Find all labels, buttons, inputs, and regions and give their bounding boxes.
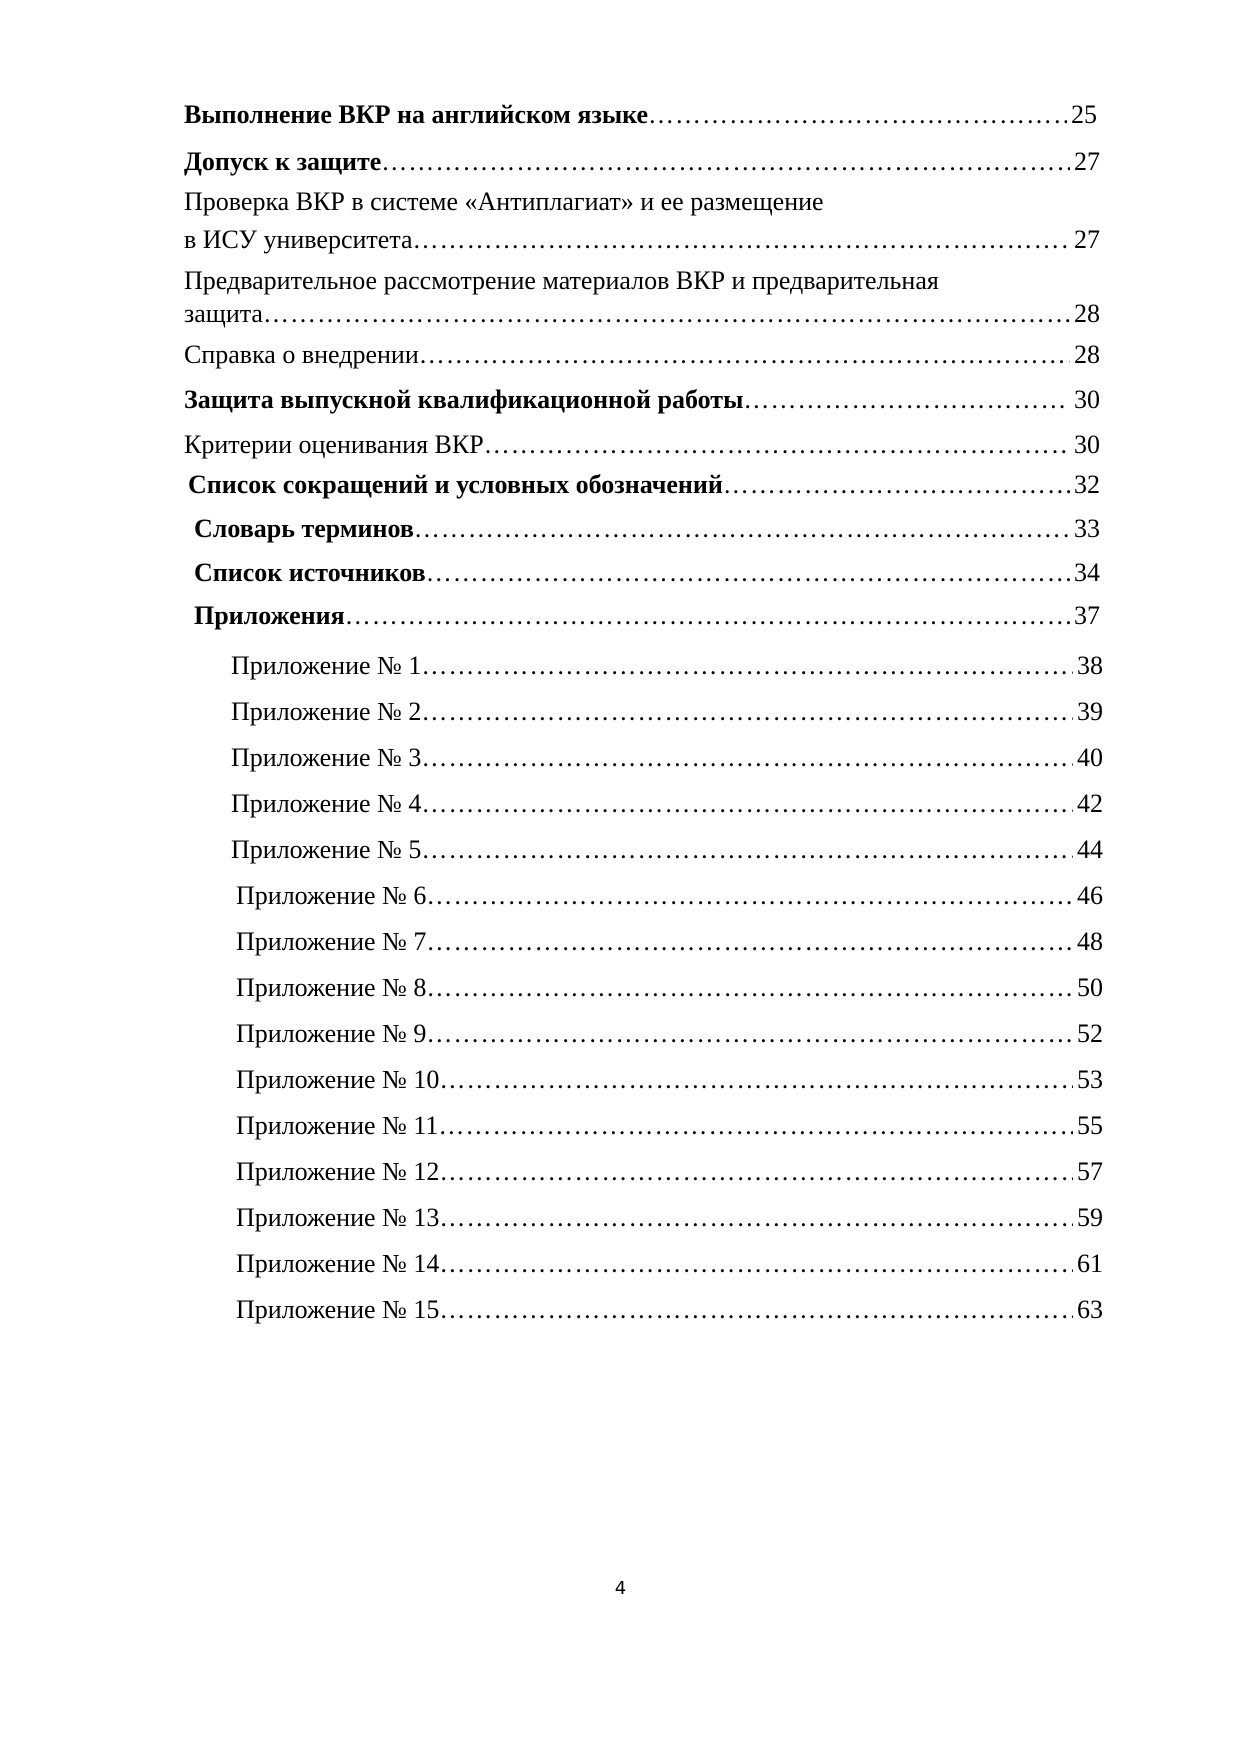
toc-appendix	[236, 1111, 1103, 1141]
toc-appendix-title: Приложение № 14	[236, 1249, 440, 1278]
leader-dots	[381, 147, 1070, 177]
leader-dots	[421, 651, 1073, 681]
toc-entry-page: 34	[1074, 558, 1100, 587]
toc-entry-title: Критерии оценивания ВКР	[184, 430, 484, 459]
toc-entry	[184, 340, 1100, 370]
toc-appendix-title: Приложение № 1	[231, 651, 422, 680]
toc-entry	[184, 430, 1100, 460]
toc-entry-title: Список сокращений и условных обозначений	[188, 470, 723, 499]
leader-dots	[426, 558, 1070, 588]
toc-appendix	[236, 1065, 1103, 1095]
toc-entry-page: 27	[1074, 225, 1100, 254]
toc-appendix	[231, 789, 1103, 819]
toc-appendix-page: 39	[1077, 697, 1103, 726]
toc-entry	[184, 147, 1100, 177]
toc-entry-title: Приложения	[194, 601, 345, 630]
toc-appendix-title: Приложение № 7	[236, 927, 427, 956]
toc-appendix	[236, 1019, 1103, 1049]
toc-appendix-title: Приложение № 15	[236, 1295, 440, 1324]
toc-entry-page: 27	[1074, 147, 1100, 176]
toc-appendix	[236, 927, 1103, 957]
leader-dots	[263, 299, 1070, 329]
toc-entry	[194, 514, 1100, 544]
toc-appendix-title: Приложение № 8	[236, 973, 427, 1002]
toc-appendix	[236, 1157, 1103, 1187]
leader-dots	[648, 100, 1067, 130]
toc-appendix	[236, 1295, 1103, 1325]
leader-dots	[413, 225, 1070, 255]
leader-dots	[345, 601, 1070, 631]
toc-entry	[188, 470, 1100, 500]
leader-dots	[484, 430, 1070, 460]
leader-dots	[419, 340, 1070, 370]
toc-appendix-page: 53	[1077, 1065, 1103, 1094]
toc-appendix-title: Приложение № 11	[236, 1111, 439, 1140]
toc-appendix-title: Приложение № 10	[236, 1065, 440, 1094]
toc-appendix-page: 48	[1077, 927, 1103, 956]
toc-appendix-title: Приложение № 5	[231, 835, 422, 864]
leader-dots	[439, 1065, 1073, 1095]
leader-dots	[421, 743, 1073, 773]
toc-entry-title: в ИСУ университета	[184, 225, 413, 254]
toc-entry-title: Справка о внедрении	[184, 340, 419, 369]
toc-entry-title: Список источников	[194, 558, 426, 587]
toc-entry-page: 30	[1074, 430, 1100, 459]
toc-appendix-page: 55	[1077, 1111, 1103, 1140]
toc-entry-page: 28	[1074, 299, 1100, 328]
toc-entry	[184, 225, 1100, 255]
leader-dots	[439, 1249, 1073, 1279]
leader-dots	[743, 385, 1070, 415]
leader-dots	[421, 835, 1073, 865]
leader-dots	[426, 927, 1073, 957]
toc-appendix-title: Приложение № 4	[231, 789, 422, 818]
toc-appendix-page: 52	[1077, 1019, 1103, 1048]
leader-dots	[421, 789, 1073, 819]
toc-appendix-page: 59	[1077, 1203, 1103, 1232]
leader-dots	[426, 881, 1073, 911]
toc-appendix	[236, 973, 1103, 1003]
toc-entry-first-line: Предварительное рассмотрение материалов ВКР и предварительная	[184, 266, 939, 295]
toc-appendix-title: Приложение № 3	[231, 743, 422, 772]
toc-entry-title: Защита выпускной квалификационной работы	[184, 385, 744, 414]
toc-entry	[184, 299, 1100, 329]
toc-appendix	[231, 697, 1103, 727]
toc-appendix	[231, 835, 1103, 865]
toc-appendix-title: Приложение № 13	[236, 1203, 440, 1232]
toc-entry	[194, 558, 1100, 588]
toc-entry-page: 30	[1074, 385, 1100, 414]
toc-entry-title: Словарь терминов	[194, 514, 414, 543]
toc-appendix-page: 38	[1077, 651, 1103, 680]
page-number: 4	[614, 1578, 627, 1599]
toc-appendix	[231, 651, 1103, 681]
toc-appendix-title: Приложение № 12	[236, 1157, 440, 1186]
leader-dots	[439, 1157, 1073, 1187]
toc-entry-title: Выполнение ВКР на английском языке	[184, 100, 649, 129]
toc-entry-page: 32	[1074, 470, 1100, 499]
leader-dots	[723, 470, 1070, 500]
toc-appendix-title: Приложение № 2	[231, 697, 422, 726]
toc-appendix-page: 42	[1077, 789, 1103, 818]
toc-entry-title: Допуск к защите	[184, 147, 382, 176]
toc-entry	[184, 385, 1100, 415]
toc-entry	[184, 100, 1097, 130]
toc-entry-title: защита	[184, 299, 263, 328]
toc-appendix	[231, 743, 1103, 773]
toc-appendix-page: 44	[1077, 835, 1103, 864]
toc-appendix-page: 57	[1077, 1157, 1103, 1186]
toc-appendix-title: Приложение № 9	[236, 1019, 427, 1048]
toc-appendix-page: 40	[1077, 743, 1103, 772]
toc-appendix-page: 63	[1077, 1295, 1103, 1324]
toc-appendix	[236, 1249, 1103, 1279]
toc-entry-page: 25	[1071, 100, 1097, 129]
leader-dots	[438, 1111, 1073, 1141]
toc-appendix-page: 61	[1077, 1249, 1103, 1278]
toc-appendix-page: 50	[1077, 973, 1103, 1002]
toc-entry-page: 37	[1074, 601, 1100, 630]
leader-dots	[439, 1295, 1073, 1325]
toc-entry-page: 28	[1074, 340, 1100, 369]
leader-dots	[421, 697, 1073, 727]
leader-dots	[426, 1019, 1073, 1049]
toc-entry	[194, 601, 1100, 631]
toc-appendix-page: 46	[1077, 881, 1103, 910]
toc-entry-page: 33	[1074, 514, 1100, 543]
toc-appendix-title: Приложение № 6	[236, 881, 427, 910]
toc-appendix	[236, 881, 1103, 911]
toc-entry-first-line: Проверка ВКР в системе «Антиплагиат» и ее размещение	[184, 187, 824, 216]
leader-dots	[439, 1203, 1073, 1233]
toc-appendix	[236, 1203, 1103, 1233]
leader-dots	[414, 514, 1070, 544]
leader-dots	[426, 973, 1073, 1003]
